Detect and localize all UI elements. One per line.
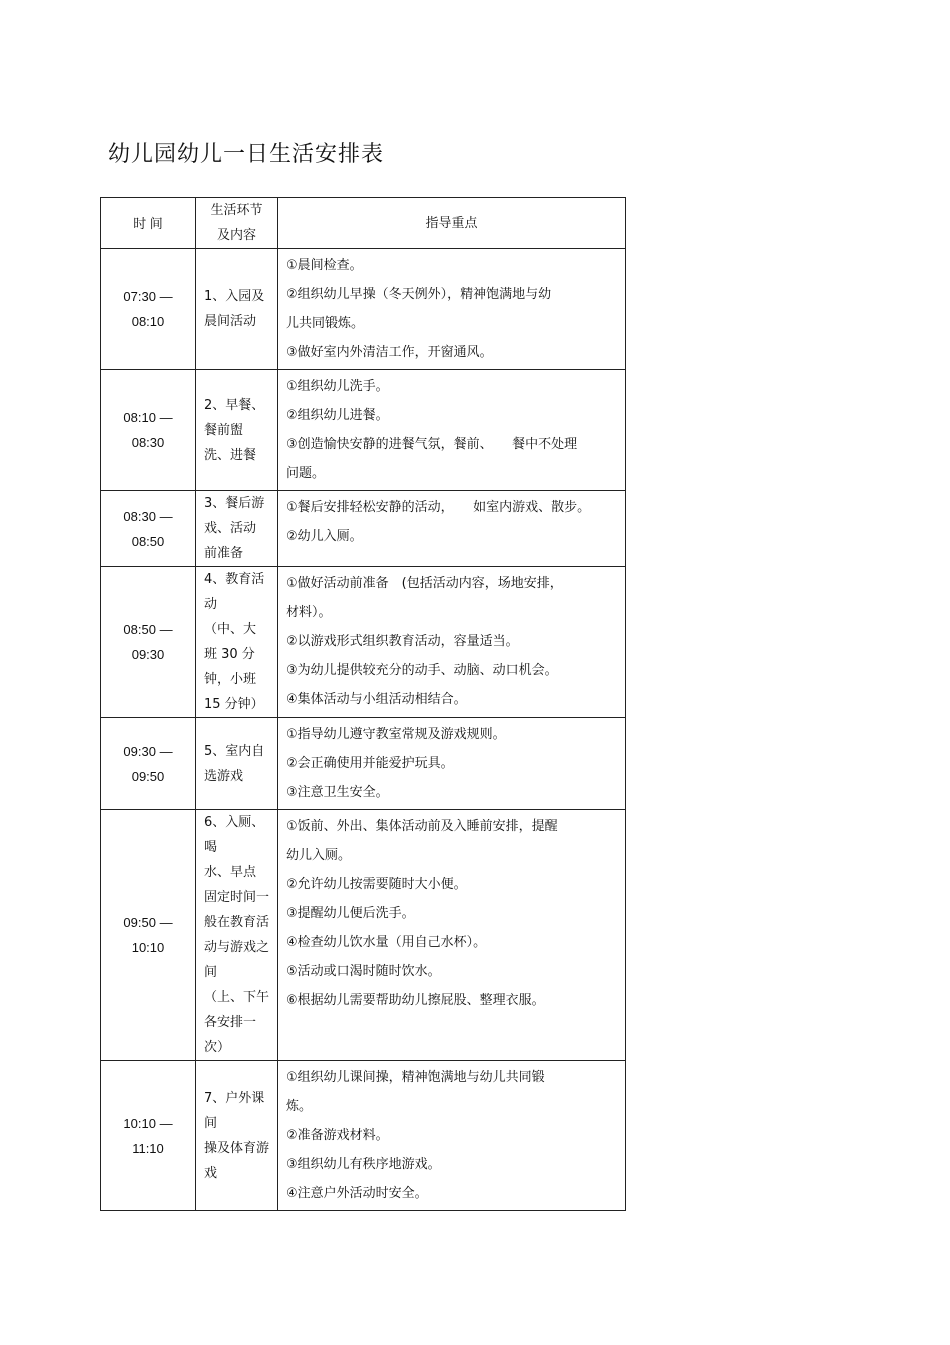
activity-text: 7、户外课间 操及体育游 戏 [204, 1090, 270, 1181]
guidance-line: 材料）。 [286, 605, 332, 620]
time-end: 09:50 [131, 768, 165, 784]
guidance-cell [278, 718, 626, 810]
time-cell [101, 718, 196, 810]
guidance-cell [278, 491, 626, 567]
guidance-cell [278, 810, 626, 1061]
guidance-line: ④集体活动与小组活动相结合。 [286, 692, 467, 707]
guidance-cell [278, 370, 626, 491]
activity-text: 4、教育活 动 （中、大 班 30 分 钟，小班 15 分钟） [204, 572, 265, 712]
activity-text: 6、入厕、喝 水、早点 固定时间一 般在教育活 动与游戏之 间 （上、下午 各安排一 次） [204, 815, 270, 1055]
header-guidance-label: 指导重点 [425, 215, 478, 231]
guidance-cell [278, 1061, 626, 1211]
header-time-label: 时 间 [133, 215, 163, 231]
guidance-line: ①组织幼儿洗手。 [286, 379, 389, 394]
guidance-line: ②允许幼儿按需要随时大小便。 [286, 877, 467, 892]
activity-cell [196, 810, 278, 1061]
guidance-line: ②以游戏形式组织教育活动，容量适当。 [286, 634, 519, 649]
activity-cell [196, 249, 278, 370]
time-end: 11:10 [132, 1140, 164, 1156]
activity-text: 3、餐后游 戏、活动 前准备 [204, 496, 265, 561]
activity-cell [196, 718, 278, 810]
time-start: 09:50 — [123, 915, 173, 930]
time-end: 10:10 [131, 940, 165, 955]
guidance-line: ②组织幼儿进餐。 [286, 408, 389, 423]
guidance-line: 炼。 [286, 1099, 313, 1114]
time-cell [101, 370, 196, 491]
table-row [101, 718, 626, 810]
guidance-line: 幼儿入厕。 [286, 848, 352, 863]
guidance-line: ①做好活动前准备 (包括活动内容，场地安排， [286, 576, 563, 591]
guidance-line: ①指导幼儿遵守教室常规及游戏规则。 [286, 727, 506, 742]
time-end: 08:10 [131, 314, 165, 329]
time-start: 08:50 — [123, 622, 173, 637]
time-start: 08:10 — [123, 410, 173, 425]
time-end: 09:30 [131, 647, 165, 662]
guidance-line: ②幼儿入厕。 [286, 529, 363, 544]
guidance-line: ②准备游戏材料。 [286, 1128, 389, 1143]
guidance-line: ②组织幼儿早操（冬天例外），精神饱满地与幼 [286, 287, 552, 302]
time-cell [101, 810, 196, 1061]
time-cell [101, 1061, 196, 1211]
guidance-line: ②会正确使用并能爱护玩具。 [286, 756, 454, 771]
activity-text: 1、入园及 晨间活动 [204, 289, 265, 329]
header-guidance [278, 198, 626, 249]
table-header-row [101, 198, 626, 249]
guidance-line: ①组织幼儿课间操，精神饱满地与幼儿共同锻 [286, 1070, 545, 1085]
guidance-line: 问题。 [286, 466, 326, 481]
activity-text: 5、室内自 选游戏 [204, 743, 265, 784]
time-start: 10:10 — [123, 1115, 173, 1131]
guidance-line: ⑥根据幼儿需要帮助幼儿擦屁股、整理衣服。 [286, 993, 545, 1008]
guidance-line: ③做好室内外清洁工作，开窗通风。 [286, 345, 493, 360]
table-row [101, 491, 626, 567]
activity-text: 2、早餐、 餐前盥 洗、进餐 [204, 397, 265, 463]
guidance-line: ①晨间检查。 [286, 258, 363, 273]
guidance-line: ④检查幼儿饮水量（用自己水杯）。 [286, 935, 487, 950]
activity-cell [196, 1061, 278, 1211]
activity-cell [196, 491, 278, 567]
time-start: 07:30 — [123, 289, 173, 304]
time-cell [101, 249, 196, 370]
time-end: 08:50 [131, 533, 165, 549]
time-cell [101, 491, 196, 567]
table-row [101, 567, 626, 718]
header-activity-line2: 及内容 [216, 228, 256, 243]
table-row [101, 249, 626, 370]
guidance-cell [278, 567, 626, 718]
guidance-cell [278, 249, 626, 370]
guidance-line: ①饭前、外出、集体活动前及入睡前安排，提醒 [286, 819, 558, 834]
activity-cell [196, 567, 278, 718]
daily-schedule-table [100, 197, 626, 1211]
guidance-line: ③创造愉快安静的进餐气氛，餐前、 餐中不处理 [286, 437, 578, 452]
guidance-line: ④注意户外活动时安全。 [286, 1186, 428, 1201]
document-title: 幼儿园幼儿一日生活安排表 [108, 142, 385, 167]
guidance-line: ③为幼儿提供较充分的动手、动脑、动口机会。 [286, 663, 558, 678]
table-row [101, 1061, 626, 1211]
time-cell [101, 567, 196, 718]
table-row [101, 370, 626, 491]
time-start: 08:30 — [123, 508, 173, 524]
guidance-line: 儿共同锻炼。 [286, 316, 365, 331]
time-start: 09:30 — [123, 743, 173, 759]
table-row [101, 810, 626, 1061]
time-end: 08:30 [131, 435, 165, 450]
header-activity-line1: 生活环节 [210, 203, 263, 218]
guidance-line: ①餐后安排轻松安静的活动， 如室内游戏、散步。 [286, 500, 591, 515]
guidance-line: ③组织幼儿有秩序地游戏。 [286, 1157, 441, 1172]
guidance-line: ③注意卫生安全。 [286, 785, 389, 800]
header-activity [196, 198, 278, 249]
guidance-line: ③提醒幼儿便后洗手。 [286, 906, 415, 921]
guidance-line: ⑤活动或口渴时随时饮水。 [286, 964, 441, 979]
activity-cell [196, 370, 278, 491]
header-time [101, 198, 196, 249]
